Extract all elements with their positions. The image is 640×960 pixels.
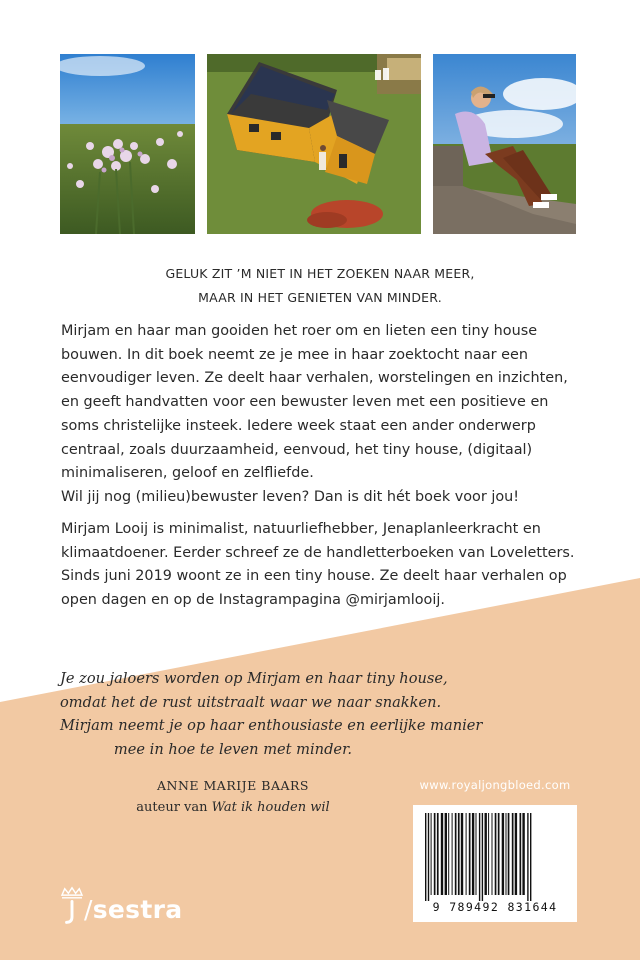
author-bio-paragraph bbox=[61, 518, 581, 613]
barcode-bar bbox=[498, 813, 500, 895]
barcode-bar bbox=[431, 813, 432, 895]
quote-attribution bbox=[60, 775, 406, 819]
description-line: soms christelijke insteek. Iedere week staat een ander onderwerp bbox=[61, 417, 536, 434]
quote-line: Je zou jaloers worden op Mirjam en haar tiny house, bbox=[60, 670, 448, 687]
tiny-house-aerial-photo bbox=[207, 54, 421, 234]
crown-icon bbox=[58, 886, 86, 926]
barcode-bar bbox=[522, 813, 524, 895]
author-bio-line: Sinds juni 2019 woont ze in een tiny house. Ze deelt haar verhalen op bbox=[61, 568, 567, 585]
description-line: en geeft handvatten voor een bewuster leven met een positieve en bbox=[61, 394, 549, 411]
quote-line: omdat het de rust uitstraalt waar we naar snakken. bbox=[60, 693, 442, 711]
barcode-bar bbox=[506, 813, 507, 895]
woman-on-bench-photo bbox=[433, 54, 576, 234]
author-bio-line: open dagen en op de Instagrampagina @mirjamlooij. bbox=[61, 592, 445, 609]
isbn-barcode bbox=[413, 805, 577, 922]
description-line: centraal, zoals duurzaamheid, eenvoud, het tiny house, (digitaal) bbox=[61, 441, 533, 458]
barcode-bar bbox=[458, 813, 460, 895]
tagline-line-2: MAAR IN HET GENIETEN VAN MINDER. bbox=[198, 290, 442, 305]
isbn-number: 9 789492 831644 bbox=[432, 900, 558, 914]
barcode-bar bbox=[434, 813, 436, 895]
barcode-bar bbox=[428, 813, 429, 901]
quote-author-book-title: Wat ik houden wil bbox=[211, 800, 330, 815]
publisher-website: www.royaljongbloed.com bbox=[419, 778, 571, 792]
quote-line: mee in hoe te leven met minder. bbox=[113, 740, 353, 758]
description-paragraph bbox=[61, 320, 581, 510]
barcode-bar bbox=[492, 813, 493, 895]
barcode-bar bbox=[476, 813, 477, 895]
barcode-bar bbox=[445, 813, 447, 895]
description-line: Mirjam en haar man gooiden het roer om en lieten een tiny house bbox=[61, 323, 538, 339]
quote-author-role-prefix: auteur van bbox=[136, 800, 208, 815]
barcode-bar bbox=[448, 813, 449, 895]
barcode-bar bbox=[488, 813, 489, 895]
barcode-bar bbox=[441, 813, 443, 895]
barcode-bar bbox=[515, 813, 517, 895]
author-bio-line: klimaatdoener. Eerder schreef ze de handletterboeken van Loveletters. bbox=[61, 544, 575, 561]
barcode-bar bbox=[461, 813, 463, 895]
barcode-bar bbox=[472, 813, 474, 895]
publisher-name bbox=[84, 895, 182, 924]
barcode-bar bbox=[466, 813, 467, 895]
description-line: Wil jij nog (milieu)bewuster leven? Dan is dit hét boek voor jou! bbox=[61, 488, 520, 505]
tagline-line-1: GELUK ZIT ’M NIET IN HET ZOEKEN NAAR MEER, bbox=[165, 266, 475, 281]
quote-author-role bbox=[60, 797, 406, 819]
barcode-bar bbox=[530, 813, 531, 901]
quote-author-name: ANNE MARIJE BAARS bbox=[157, 778, 309, 793]
barcode-bar bbox=[527, 813, 528, 901]
barcode-bar bbox=[479, 813, 480, 901]
tagline bbox=[60, 262, 580, 310]
barcode-bar bbox=[512, 813, 514, 895]
barcode-bar bbox=[452, 813, 453, 895]
barcode-bar bbox=[508, 813, 510, 895]
barcode-bar bbox=[485, 813, 487, 895]
author-bio-line: Mirjam Looij is minimalist, natuurliefhebber, Jenaplanleerkracht en bbox=[61, 521, 541, 537]
description-line: minimaliseren, geloof en zelfliefde. bbox=[61, 465, 314, 482]
barcode-bar bbox=[502, 813, 504, 895]
description-line: bouwen. In dit boek neemt ze je mee in haar zoektocht naar een bbox=[61, 346, 528, 363]
quote-line: Mirjam neemt je op haar enthousiaste en eerlijke manier bbox=[60, 717, 483, 734]
publisher-name-text: sestra bbox=[92, 895, 183, 924]
barcode-bar bbox=[425, 813, 426, 901]
description-line: eenvoudiger leven. Ze deelt haar verhalen, worstelingen en inzichten, bbox=[61, 370, 568, 387]
barcode-bar bbox=[520, 813, 522, 895]
barcode-bar bbox=[455, 813, 457, 895]
endorsement-quote bbox=[60, 667, 483, 761]
barcode-bar bbox=[437, 813, 439, 895]
barcode-bar bbox=[482, 813, 483, 901]
barcode-bar bbox=[495, 813, 497, 895]
logo-slash: / bbox=[84, 895, 93, 924]
barcode-bar bbox=[469, 813, 471, 895]
flowers-photo bbox=[60, 54, 195, 234]
